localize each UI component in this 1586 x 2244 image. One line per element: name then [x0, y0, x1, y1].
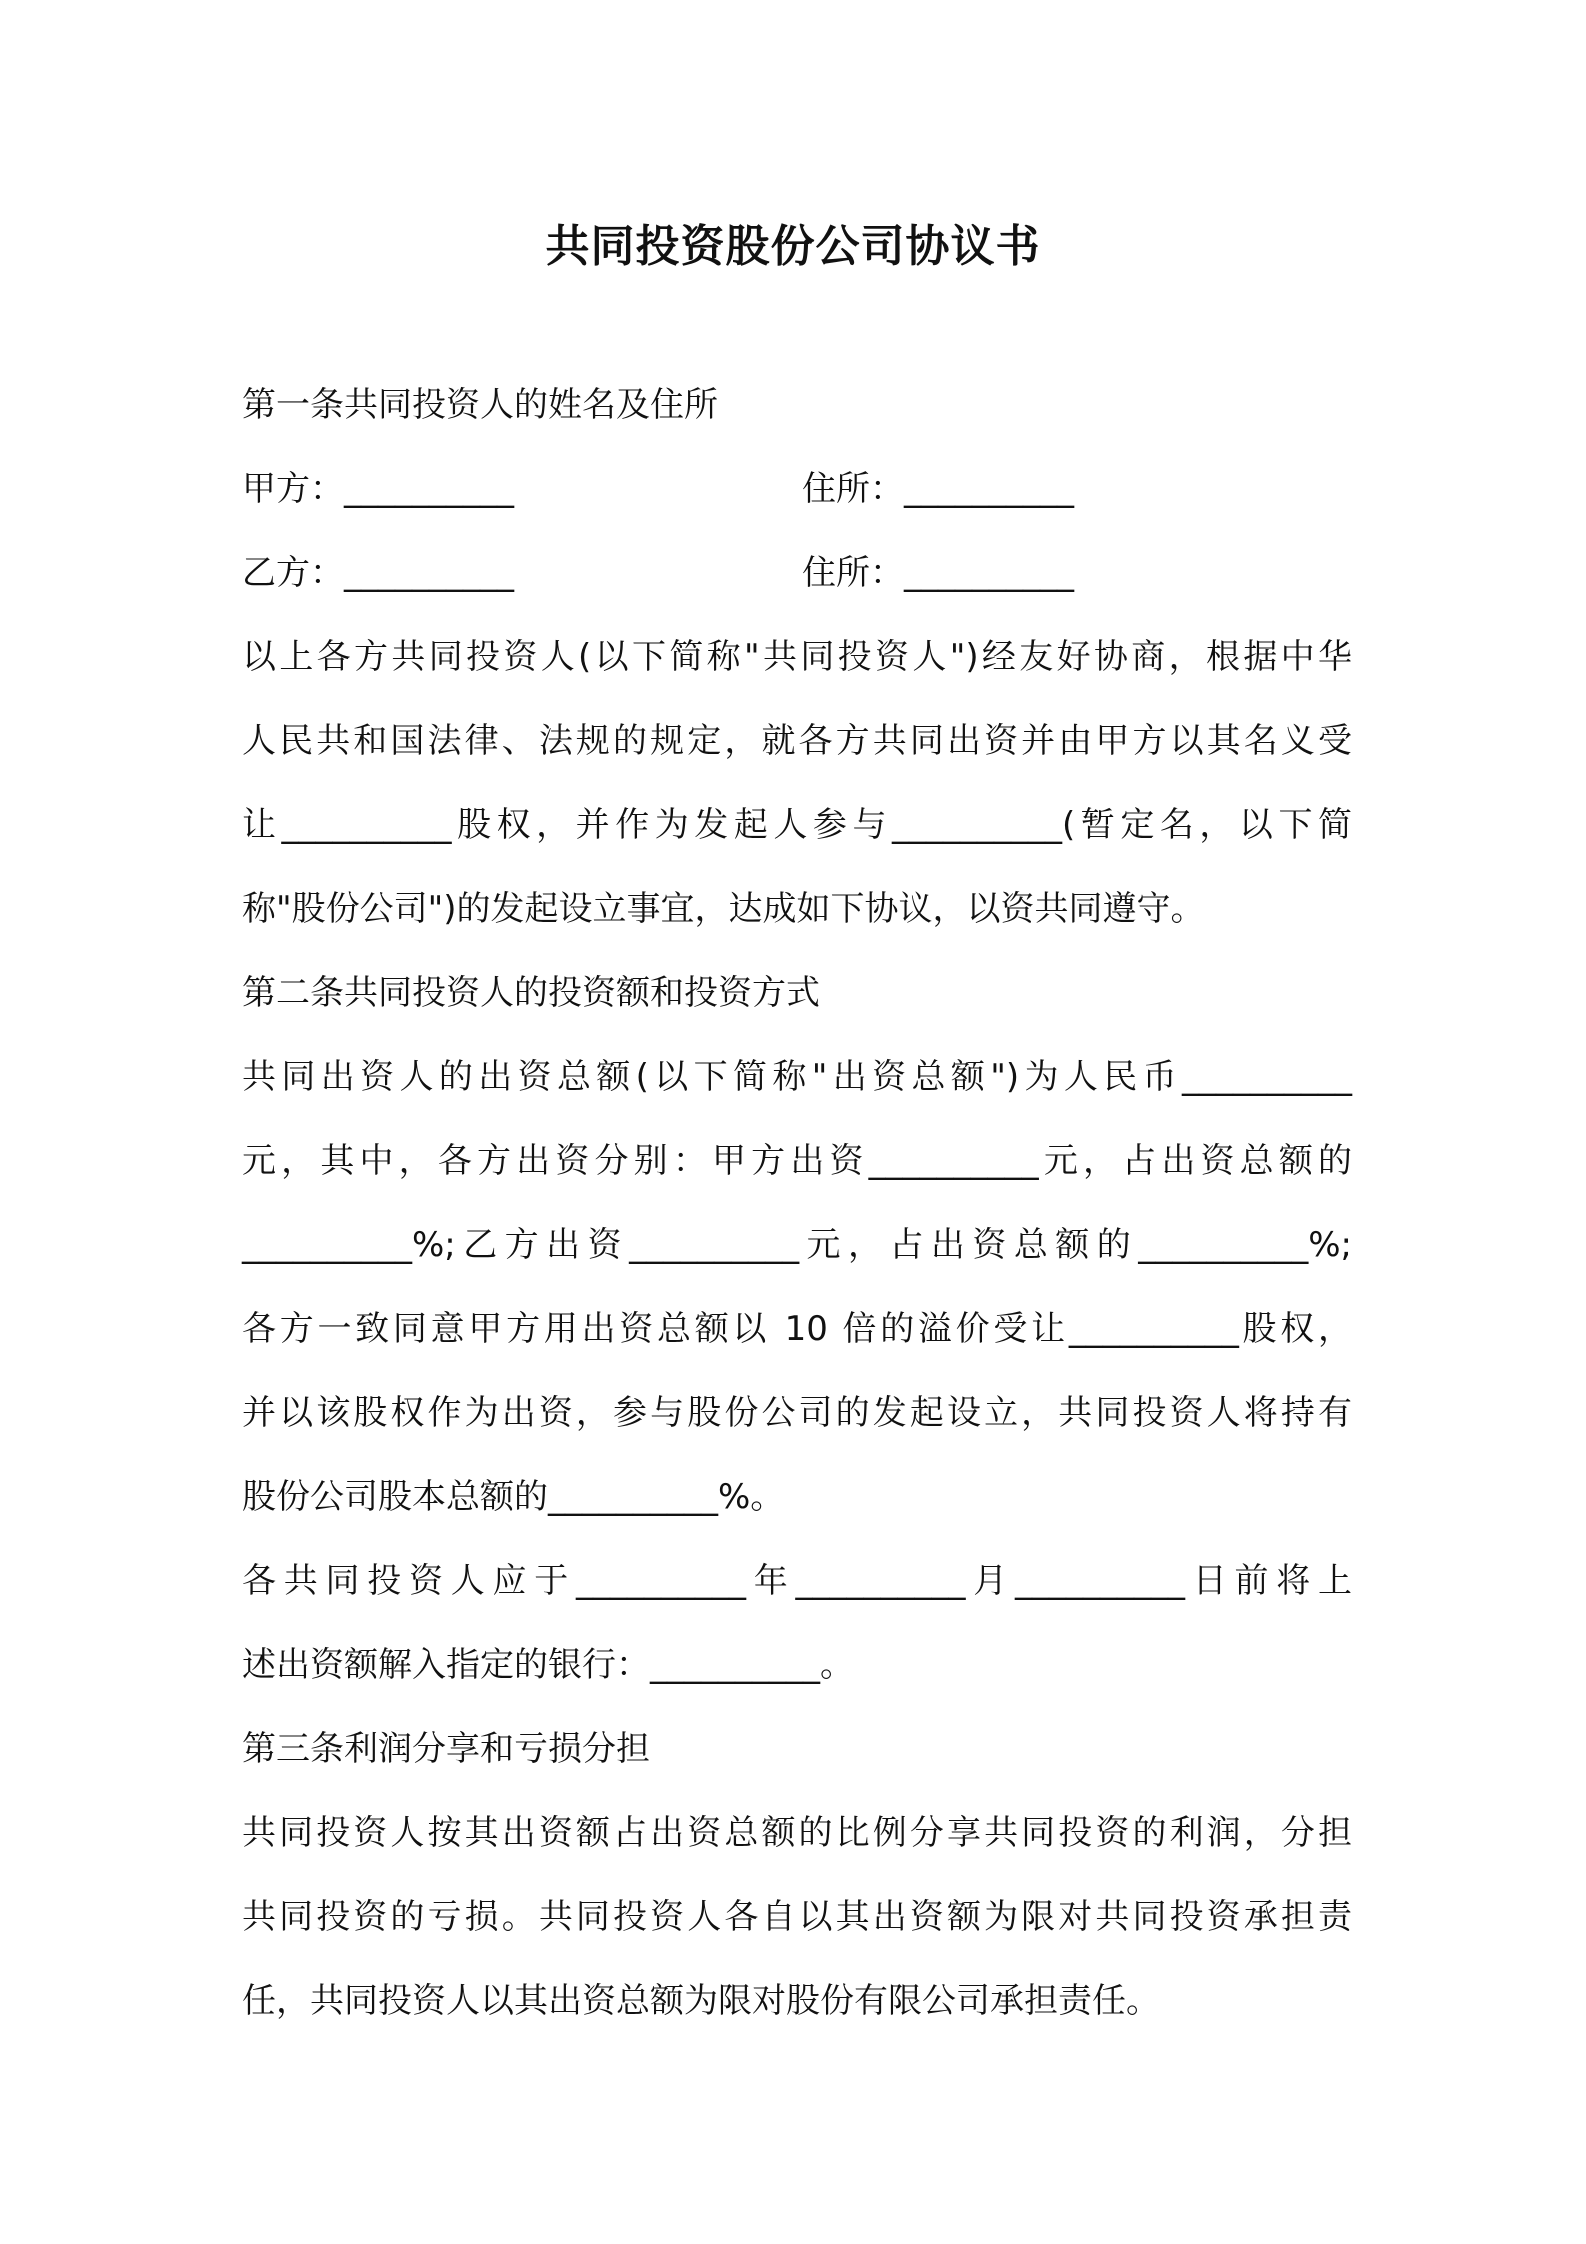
paragraph-line: 任，共同投资人以其出资总额为限对股份有限公司承担责任。 — [242, 1981, 1160, 2021]
party-a-name-field: 甲方：__________ — [242, 469, 514, 509]
paragraph-line: 共同投资人按其出资额占出资总额的比例分享共同投资的利润，分担 — [242, 1813, 1352, 1853]
article-3-heading: 第三条利润分享和亏损分担 — [242, 1729, 650, 1769]
article-2-heading: 第二条共同投资人的投资额和投资方式 — [242, 973, 820, 1013]
paragraph-line: __________%;乙方出资__________元，占出资总额的__________%; — [242, 1225, 1352, 1265]
paragraph-line: 共同投资的亏损。共同投资人各自以其出资额为限对共同投资承担责 — [242, 1897, 1352, 1937]
paragraph-line: 股份公司股本总额的__________%。 — [242, 1477, 785, 1517]
paragraph-line: 各共同投资人应于__________年__________月__________日前将上 — [242, 1561, 1352, 1601]
party-b-address-field: 住所：__________ — [802, 553, 1074, 593]
paragraph-line: 以上各方共同投资人(以下简称"共同投资人")经友好协商，根据中华 — [242, 637, 1352, 677]
paragraph-line: 人民共和国法律、法规的规定，就各方共同出资并由甲方以其名义受 — [242, 721, 1352, 761]
paragraph-line: 述出资额解入指定的银行：__________。 — [242, 1645, 854, 1685]
paragraph-line: 各方一致同意甲方用出资总额以 10 倍的溢价受让__________股权， — [242, 1309, 1352, 1349]
party-a-address-field: 住所：__________ — [802, 469, 1074, 509]
document-title: 共同投资股份公司协议书 — [545, 221, 1041, 272]
paragraph-line: 元，其中，各方出资分别：甲方出资__________元，占出资总额的 — [242, 1141, 1352, 1181]
article-1-heading: 第一条共同投资人的姓名及住所 — [242, 385, 718, 425]
party-b-row — [242, 531, 1352, 615]
paragraph-line: 共同出资人的出资总额(以下简称"出资总额")为人民币__________ — [242, 1057, 1352, 1097]
party-b-name-field: 乙方：__________ — [242, 553, 514, 593]
paragraph-line: 称"股份公司")的发起设立事宜，达成如下协议，以资共同遵守。 — [242, 889, 1205, 929]
paragraph-line: 并以该股权作为出资，参与股份公司的发起设立，共同投资人将持有 — [242, 1393, 1352, 1433]
party-a-row — [242, 447, 1352, 531]
paragraph-line: 让__________股权，并作为发起人参与__________(暂定名，以下简 — [242, 805, 1352, 845]
document-body — [242, 363, 1352, 2043]
